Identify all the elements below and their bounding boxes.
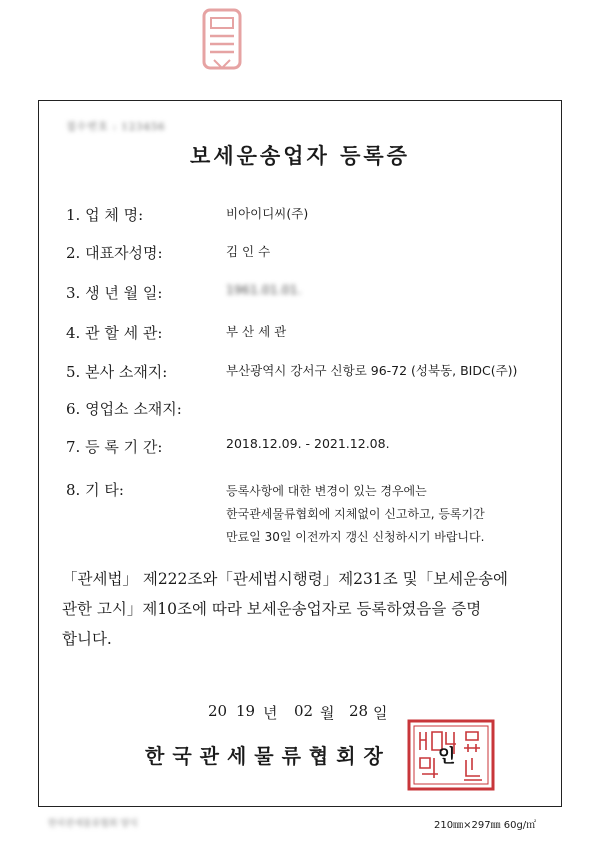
issuer-name: 한국관세물류협회장	[145, 744, 391, 768]
association-emblem-icon	[196, 6, 248, 76]
issue-month: 02	[294, 702, 314, 720]
statement-line: 관한 고시」제10조에 따라 보세운송업자로 등록하였음을 증명	[62, 600, 482, 618]
note-line: 만료일 30일 이전까지 갱신 신청하시기 바랍니다.	[226, 530, 485, 544]
field-value: 부산광역시 강서구 신항로 96-72 (성북동, BIDC(주))	[226, 363, 518, 378]
field-value: 김 인 수	[226, 244, 271, 259]
other-note	[226, 480, 546, 549]
field-value-redacted: 1961.01.01.	[226, 282, 302, 297]
seal-mark: 인	[438, 746, 456, 767]
issue-year-prefix: 20	[208, 702, 228, 720]
form-number: 한국관세물류협회 양식	[48, 819, 138, 829]
statement-line: 「관세법」 제222조와「관세법시행령」제231조 및「보세운송에	[62, 570, 508, 588]
field-value: 2018.12.09. - 2021.12.08.	[226, 436, 390, 451]
field-value: 부 산 세 관	[226, 324, 287, 339]
field-label: 1. 업 체 명:	[66, 206, 144, 224]
field-label: 5. 본사 소재지:	[66, 363, 168, 381]
issue-day-unit: 일	[373, 704, 388, 722]
field-label: 4. 관 할 세 관:	[66, 324, 163, 342]
issue-year-unit: 년	[263, 704, 278, 722]
issue-month-unit: 월	[320, 704, 335, 722]
document-title: 보세운송업자 등록증	[190, 143, 410, 168]
registration-number: 접수번호 : 123456	[66, 122, 166, 133]
note-line: 등록사항에 대한 변경이 있는 경우에는	[226, 484, 427, 498]
field-label: 6. 영업소 소재지:	[66, 400, 182, 418]
paper-spec: 210㎜×297㎜ 60g/㎡	[434, 820, 537, 831]
field-label: 7. 등 록 기 간:	[66, 438, 163, 456]
note-line: 한국관세물류협회에 지체없이 신고하고, 등록기간	[226, 507, 485, 521]
field-label: 3. 생 년 월 일:	[66, 284, 163, 302]
issue-year-suffix: 19	[236, 702, 256, 720]
statement-line: 합니다.	[62, 630, 112, 648]
field-label: 2. 대표자성명:	[66, 244, 163, 262]
certification-statement	[62, 564, 552, 654]
issue-day: 28	[349, 702, 369, 720]
field-value: 비아이디씨(주)	[226, 206, 309, 221]
field-label: 8. 기 타:	[66, 481, 124, 499]
